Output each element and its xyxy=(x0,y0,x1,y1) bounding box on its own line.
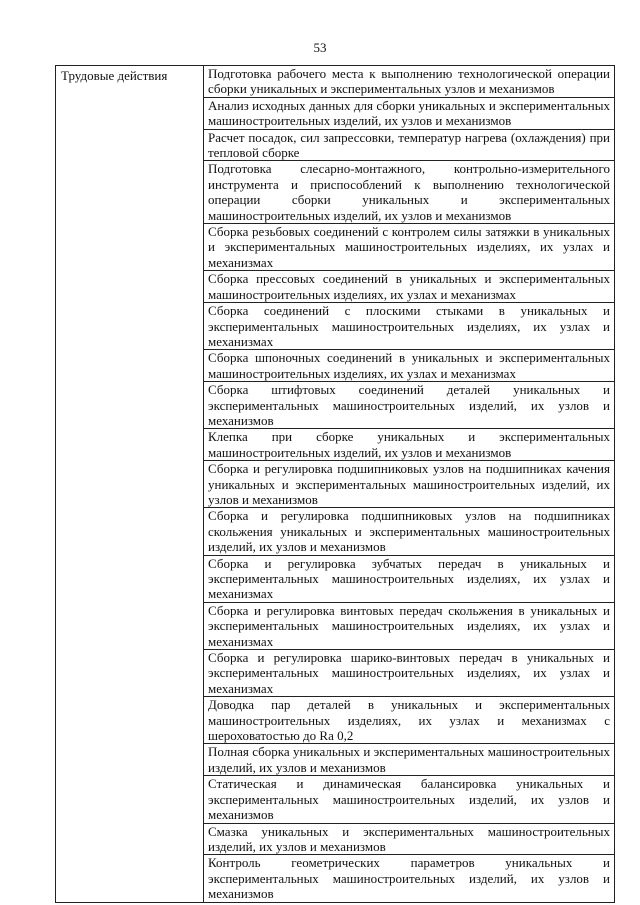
action-item: Расчет посадок, сил запрессовки, температур нагрева (охлаждения) при тепловой сборке xyxy=(204,129,615,161)
action-item: Доводка пар деталей в уникальных и экспериментальных машиностроительных изделиях, их узлах и механизмах с шероховатостью до Ra 0,2 xyxy=(204,697,615,744)
row-label-cell: Трудовые действия xyxy=(56,66,204,903)
action-item: Смазка уникальных и экспериментальных машиностроительных изделий, их узлов и механизмов xyxy=(204,823,615,855)
action-item: Сборка соединений с плоскими стыками в уникальных и экспериментальных машиностроительных изделиях, их узлах и механизмах xyxy=(204,303,615,350)
table-row xyxy=(56,66,615,98)
page-number: 53 xyxy=(313,40,327,55)
action-item: Сборка и регулировка подшипниковых узлов на подшипниках качения уникальных и экспериментальных машиностроительных изделий, их узлов и механизмов xyxy=(204,461,615,508)
action-item: Статическая и динамическая балансировка уникальных и экспериментальных машиностроительных изделий, их узлов и механизмов xyxy=(204,776,615,823)
action-item: Сборка и регулировка винтовых передач скольжения в уникальных и экспериментальных машиностроительных изделиях, их узлах и механизмах xyxy=(204,602,615,649)
action-item: Сборка прессовых соединений в уникальных и экспериментальных машиностроительных изделиях, их узлах и механизмах xyxy=(204,271,615,303)
action-item: Анализ исходных данных для сборки уникальных и экспериментальных машиностроительных изделий, их узлов и механизмов xyxy=(204,97,615,129)
action-item: Сборка и регулировка зубчатых передач в уникальных и экспериментальных машиностроительных изделиях, их узлах и механизмах xyxy=(204,555,615,602)
action-item: Сборка и регулировка подшипниковых узлов на подшипниках скольжения уникальных и экспериментальных машиностроительных изделий, их узлов и механизмов xyxy=(204,508,615,555)
action-item: Клепка при сборке уникальных и экспериментальных машиностроительных изделий, их узлов и механизмов xyxy=(204,429,615,461)
action-item: Подготовка слесарно-монтажного, контрольно-измерительного инструмента и приспособлений к выполнению технологической операции сборки уникальных и экспериментальных машиностроительных изделий, их узлов и механизмов xyxy=(204,161,615,224)
action-item: Подготовка рабочего места к выполнению технологической операции сборки уникальных и экспериментальных узлов и механизмов xyxy=(204,66,615,98)
action-item: Сборка шпоночных соединений в уникальных и экспериментальных машиностроительных изделиях, их узлах и механизмах xyxy=(204,350,615,382)
action-item: Сборка штифтовых соединений деталей уникальных и экспериментальных машиностроительных изделий, их узлов и механизмов xyxy=(204,382,615,429)
action-item: Полная сборка уникальных и экспериментальных машиностроительных изделий, их узлов и механизмов xyxy=(204,744,615,776)
labor-actions-table xyxy=(55,65,615,903)
action-item: Сборка резьбовых соединений с контролем силы затяжки в уникальных и экспериментальных машиностроительных изделиях, их узлах и механизмах xyxy=(204,224,615,271)
action-item: Контроль геометрических параметров уникальных и экспериментальных машиностроительных изделий, их узлов и механизмов xyxy=(204,855,615,902)
action-item: Сборка и регулировка шарико-винтовых передач в уникальных и экспериментальных машиностроительных изделиях, их узлах и механизмах xyxy=(204,650,615,697)
